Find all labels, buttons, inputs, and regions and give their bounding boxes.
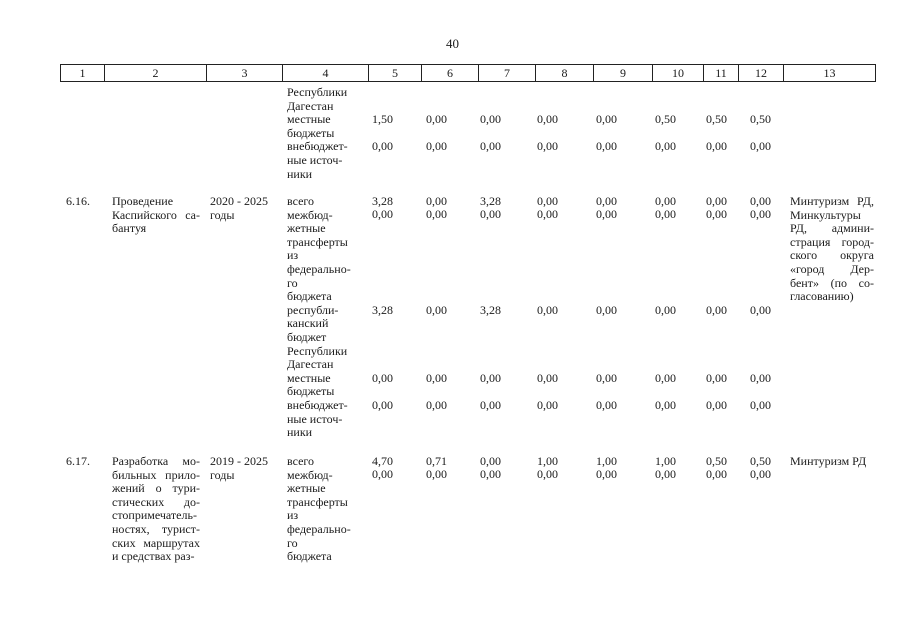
value-cell: 0,00: [480, 139, 501, 153]
header-cell: 10: [653, 65, 704, 81]
value-cell: 0,00: [426, 467, 447, 481]
header-cell: 12: [739, 65, 784, 81]
measure-name: бантуя: [112, 221, 147, 236]
value-cell: 1,00: [596, 454, 617, 468]
measure-name: бильных прило-: [112, 467, 200, 482]
value-cell: 0,00: [537, 467, 558, 481]
executor-text: ского округа: [790, 248, 874, 263]
value-cell: 0,00: [750, 139, 771, 153]
funding-source-text: Республики: [287, 343, 348, 358]
value-cell: 0,00: [426, 371, 447, 385]
value-cell: 0,00: [537, 112, 558, 126]
funding-source-text: ники: [287, 166, 313, 181]
funding-source-text: внебюджет-: [287, 398, 348, 412]
funding-source-text: го: [287, 275, 298, 290]
value-cell: 0,00: [596, 467, 617, 481]
header-cell: 1: [61, 65, 105, 81]
value-cell: 0,00: [655, 371, 676, 385]
value-cell: 0,00: [480, 112, 501, 126]
executor-text: бент» (по со-: [790, 275, 874, 290]
header-cell: 6: [422, 65, 479, 81]
value-cell: 0,00: [480, 467, 501, 481]
value-cell: 0,00: [750, 371, 771, 385]
header-cell: 7: [479, 65, 536, 81]
value-cell: 0,00: [426, 139, 447, 153]
funding-source-text: ные источ-: [287, 153, 343, 167]
period-text: годы: [210, 207, 235, 222]
value-cell: 0,00: [750, 398, 771, 412]
funding-source-text: ные источ-: [287, 411, 343, 426]
value-cell: 0,00: [706, 371, 727, 385]
funding-source-text: федерально-: [287, 522, 351, 536]
header-cell: 4: [283, 65, 369, 81]
value-cell: 3,28: [372, 303, 393, 317]
period-text: годы: [210, 467, 235, 482]
header-cell: 2: [105, 65, 207, 81]
value-cell: 0,00: [537, 303, 558, 317]
measure-name: ностях, турист-: [112, 522, 200, 536]
value-cell: 0,00: [480, 371, 501, 385]
funding-source-text: межбюд-: [287, 207, 333, 222]
value-cell: 0,00: [537, 398, 558, 412]
value-cell: 0,00: [596, 371, 617, 385]
measure-name: жений о тури-: [112, 481, 200, 496]
value-cell: 0,00: [426, 207, 447, 221]
value-cell: 0,00: [372, 139, 393, 153]
funding-source-text: местные: [287, 370, 331, 385]
value-cell: 0,00: [706, 467, 727, 481]
header-cell: 9: [594, 65, 653, 81]
executor-text: Минкультуры: [790, 207, 861, 222]
funding-source-text: канский: [287, 316, 329, 331]
value-cell: 0,00: [596, 303, 617, 317]
funding-source-text: бюджета: [287, 549, 332, 564]
value-cell: 4,70: [372, 454, 393, 468]
row-number: 6.16.: [66, 194, 90, 208]
funding-source-text: го: [287, 535, 298, 550]
value-cell: 0,00: [480, 207, 501, 221]
value-cell: 0,00: [655, 207, 676, 221]
measure-name: Проведение: [112, 194, 174, 208]
value-cell: 0,00: [596, 194, 617, 208]
value-cell: 3,28: [480, 303, 501, 317]
value-cell: 0,00: [596, 112, 617, 126]
funding-source-text: бюджеты: [287, 125, 335, 140]
value-cell: 0,00: [706, 398, 727, 412]
value-cell: 0,50: [750, 454, 771, 468]
executor-text: Минтуризм РД: [790, 454, 867, 468]
value-cell: 0,00: [750, 207, 771, 221]
period-text: 2019 - 2025: [210, 454, 268, 468]
funding-source-text: всего: [287, 454, 315, 468]
measure-name: Разработка мо-: [112, 454, 200, 468]
value-cell: 0,00: [537, 194, 558, 208]
table-header-row: [60, 64, 876, 82]
value-cell: 0,00: [706, 194, 727, 208]
value-cell: 0,00: [480, 454, 501, 468]
value-cell: 0,50: [706, 112, 727, 126]
executor-text: страция город-: [790, 234, 874, 249]
measure-name: Каспийского са-: [112, 207, 200, 222]
value-cell: 3,28: [372, 194, 393, 208]
header-cell: 13: [823, 66, 836, 80]
funding-source-text: республи-: [287, 302, 339, 317]
header-cell: 3: [207, 65, 283, 81]
funding-source-text: внебюджет-: [287, 139, 348, 154]
value-cell: 0,00: [537, 371, 558, 385]
value-cell: 0,50: [706, 454, 727, 468]
value-cell: 0,00: [426, 194, 447, 208]
value-cell: 3,28: [480, 194, 501, 208]
value-cell: 0,00: [426, 112, 447, 126]
value-cell: 0,00: [596, 139, 617, 153]
value-cell: 1,00: [537, 454, 558, 468]
funding-source-text: федерально-: [287, 262, 351, 276]
executor-text: «город Дер-: [790, 262, 874, 276]
measure-name: ских маршрутах: [112, 535, 200, 550]
funding-source-text: жетные: [287, 481, 326, 496]
value-cell: 0,71: [426, 454, 447, 468]
value-cell: 0,00: [750, 303, 771, 317]
funding-source-text: межбюд-: [287, 467, 333, 482]
value-cell: 0,00: [750, 194, 771, 208]
value-cell: 0,00: [596, 398, 617, 412]
value-cell: 0,50: [750, 112, 771, 126]
executor-text: гласованию): [790, 289, 854, 304]
funding-source-text: бюджет: [287, 330, 327, 344]
value-cell: 0,00: [372, 467, 393, 481]
header-cell: 8: [536, 65, 594, 81]
funding-source-text: бюджета: [287, 289, 332, 304]
value-cell: 0,00: [655, 139, 676, 153]
row-number: 6.17.: [66, 454, 90, 468]
value-cell: 0,50: [655, 112, 676, 126]
funding-source-text: Республики: [287, 85, 348, 99]
value-cell: 0,00: [655, 398, 676, 412]
value-cell: 0,00: [537, 207, 558, 221]
measure-name: стопримечатель-: [112, 508, 197, 523]
funding-source-text: из: [287, 508, 299, 523]
funding-source-text: трансферты: [287, 494, 348, 509]
page-number: 40: [446, 36, 459, 51]
value-cell: 0,00: [706, 139, 727, 153]
header-cell: 11: [704, 65, 739, 81]
value-cell: 0,00: [372, 398, 393, 412]
funding-source-text: трансферты: [287, 234, 348, 249]
value-cell: 0,00: [372, 371, 393, 385]
value-cell: 1,50: [372, 112, 393, 126]
value-cell: 0,00: [655, 303, 676, 317]
period-text: 2020 - 2025: [210, 194, 268, 208]
value-cell: 0,00: [426, 303, 447, 317]
value-cell: 0,00: [750, 467, 771, 481]
header-cell: 5: [369, 65, 422, 81]
funding-source-text: местные: [287, 112, 331, 127]
funding-source-text: Дагестан: [287, 98, 334, 113]
funding-source-text: ники: [287, 425, 313, 440]
value-cell: 0,00: [655, 467, 676, 481]
funding-source-text: жетные: [287, 221, 326, 236]
executor-text: Минтуризм РД,: [790, 194, 874, 208]
value-cell: 0,00: [372, 207, 393, 221]
funding-source-text: из: [287, 248, 299, 263]
value-cell: 0,00: [426, 398, 447, 412]
value-cell: 0,00: [537, 139, 558, 153]
value-cell: 0,00: [706, 207, 727, 221]
funding-source-text: всего: [287, 194, 315, 208]
value-cell: 0,00: [706, 303, 727, 317]
executor-text: РД, админи-: [790, 221, 874, 236]
value-cell: 0,00: [480, 398, 501, 412]
value-cell: 0,00: [655, 194, 676, 208]
value-cell: 1,00: [655, 454, 676, 468]
funding-source-text: бюджеты: [287, 384, 335, 399]
measure-name: стических до-: [112, 494, 200, 509]
funding-source-text: Дагестан: [287, 357, 334, 372]
value-cell: 0,00: [596, 207, 617, 221]
measure-name: и средствах раз-: [112, 549, 195, 564]
